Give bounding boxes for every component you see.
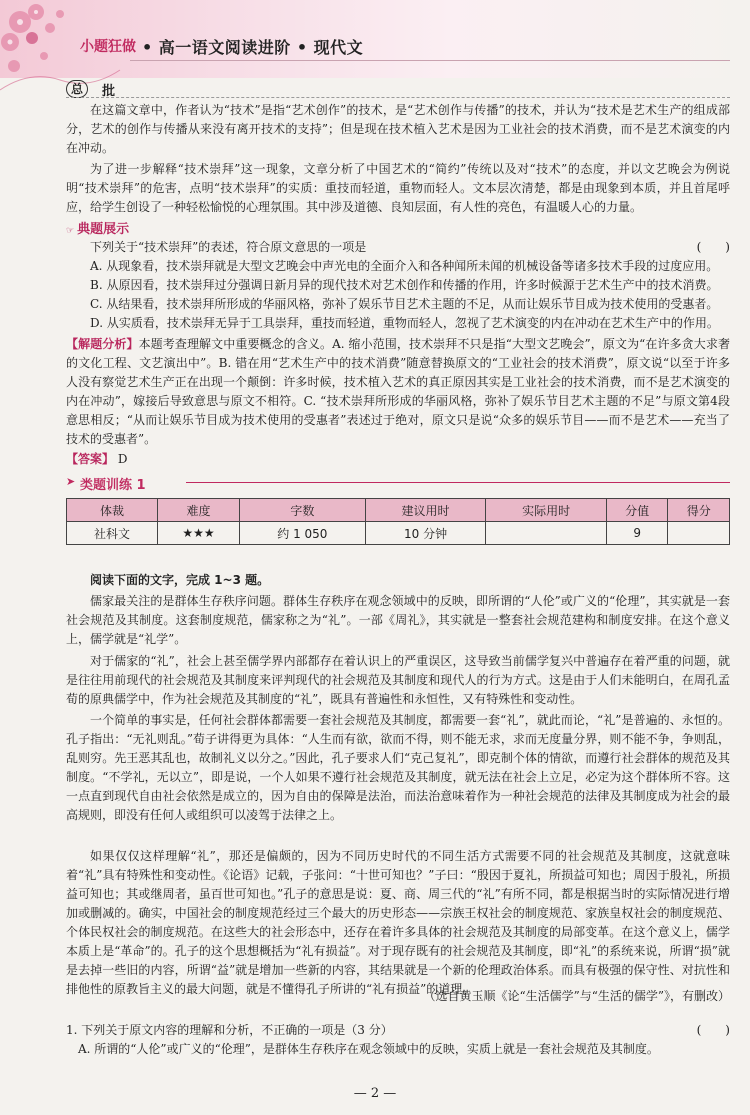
info-table-header-row <box>67 499 730 522</box>
answer-value: D <box>117 452 128 466</box>
dianti-answer <box>66 450 730 469</box>
arrow-icon: ➤ <box>66 475 76 488</box>
td-score: 9 <box>606 522 668 545</box>
td-genre: 社科文 <box>67 522 158 545</box>
book-title: • 高一语文阅读进阶 • 现代文 <box>142 38 364 57</box>
zongpi-label: 批 <box>102 84 116 99</box>
section-marker-icon: ☞ <box>66 226 75 236</box>
dianti-option-d: D. 从实质看，技术崇拜无异于工具崇拜，重技而轻道，重物而轻人，忽视了艺术演变的内在冲动在艺术生产中的作用。 <box>90 316 719 330</box>
th-suggested-time: 建议用时 <box>365 499 486 522</box>
th-actual-time: 实际用时 <box>486 499 607 522</box>
td-got-score[interactable] <box>668 522 730 545</box>
reading-paragraph-3: 一个简单的事实是，任何社会群体都需要一套社会规范及其制度，都需要一套“礼”，就此而论，“礼”是普遍的、永恒的。孔子指出：“无礼则乱。”荀子讲得更为具体：“人生而有欲，欲而不得，则不能无求，求而无度量分界，则不能不争，争则乱，乱则穷。先王恶其乱也，故制礼义以分之。”因此，孔子要求人们“克己复礼”，即克制个体的情欲，而遵行社会群体的规范及其制度。“不学礼，无以立”，即是说，一个人如果不遵行社会规范及其制度，就无法在社会上立足，必定为这个群体所不容。这一点直到现代自由社会依然是成立的，因为自由的保障是法治，而法治意味着作为一种社会规范的法律及其制度成为社会的最高规则，即没有任何人或组织可以凌驾于法律之上。 <box>66 713 730 822</box>
reading-source: （选自黄玉顺《论“生活儒学”与“生活的儒学”》，有删改） <box>423 989 730 1003</box>
section-dianti-label: 典题展示 <box>77 222 130 237</box>
section-leiti-title: 类题训练 1 <box>80 478 146 493</box>
dianti-option-c: C. 从结果看，技术崇拜所形成的华丽风格，弥补了娱乐节目艺术主题的不足，从而让娱乐节目成为技术使用的受惠者。 <box>90 297 719 311</box>
zongpi-badge: 总 <box>66 80 88 98</box>
th-difficulty: 难度 <box>158 499 240 522</box>
th-genre: 体裁 <box>67 499 158 522</box>
dianti-answer-paren: ( ) <box>696 240 730 254</box>
dianti-question: 下列关于“技术崇拜”的表述，符合原文意思的一项是 <box>90 240 367 254</box>
section-dianti-title <box>66 218 129 237</box>
th-got-score: 得分 <box>668 499 730 522</box>
dianti-option-b: B. 从原因看，技术崇拜过分强调日新月异的现代技术对艺术创作和传播的作用，许多时候源于艺术生产中的技术消费。 <box>90 278 719 292</box>
reading-paragraph-4: 如果仅仅这样理解“礼”，那还是偏颇的，因为不同历史时代的不同生活方式需要不同的社会规范及其制度，这就意味着“礼”具有特殊性和变动性。《论语》记载，子张问：“十世可知也？”子曰：“殷因于夏礼，所损益可知也；周因于殷礼，所损益可知也；其或继周者，虽百世可知也。”孔子的意思是说：夏、商、周三代的“礼”有所不同，都是根据当时的实际情况进行增加或删减的。确实，中国社会的制度规范经过三个最大的历史形态——宗族王权社会的制度规范、家族皇权社会的制度规范、个体民权社会的制度规范。在这些大的社会形态中，还存在着许多具体的社会规范及其制度的局部变革。在这个意义上，儒学本质上是“革命”的。孔子的这个思想概括为“礼有损益”。对于现存既有的社会规范及其制度，即“礼”的系统来说，所谓“损”就是去掉一些旧的内容，所谓“益”就是增加一些新的内容，其结果就是一个新的伦理政治体系。而具有极强的保守性、对抗性和排他性的原教旨主义的最大问题，就是不懂得孔子所讲的“礼有损益”的道理。 <box>66 849 730 996</box>
question-1-option-a: A. 所谓的“人伦”或广义的“伦理”，是群体生存秩序在观念领域中的反映，实质上就是一套社会规范及其制度。 <box>78 1042 659 1056</box>
brand-logo: 小题狂做 <box>80 39 136 55</box>
header-rule <box>130 60 730 61</box>
section-leiti-header <box>66 474 730 493</box>
info-table <box>66 498 730 545</box>
question-1-paren: ( ) <box>696 1023 730 1037</box>
dianti-analysis <box>66 335 730 449</box>
reading-paragraph-1: 儒家最关注的是群体生存秩序问题。群体生存秩序在观念领域中的反映，即所谓的“人伦”或广义的“伦理”，其实就是一套社会规范及其制度。这套制度规范，儒家称之为“礼”。一部《周礼》，其实就是一整套社会规范建构和制度安排。在这个意义上，儒学就是“礼学”。 <box>66 594 730 646</box>
page-number: — 2 — <box>353 1086 397 1101</box>
reading-paragraph-2: 对于儒家的“礼”，社会上甚至儒学界内部都存在着认识上的严重误区，这导致当前儒学复兴中普遍存在着严重的问题，就是往往用前现代的社会规范及其制度来评判现代的社会规范及其制度和现代人的行为方式。这是由于人们未能明白，在周孔孟荀的原典儒学中，作为社会规范及其制度的“礼”，既具有普遍性和永恒性，又有特殊性和变动性。 <box>66 654 730 706</box>
zongpi-divider <box>66 97 730 98</box>
section-leiti-rule <box>186 482 730 483</box>
zongpi-paragraph-2: 为了进一步解释“技术崇拜”这一现象，文章分析了中国艺术的“简约”传统以及对“技术”的态度，并以文艺晚会为例说明“技术崇拜”的危害，点明“技术崇拜”的实质：重技而轻道，重物而轻人。文本层次清楚，都是由现象到本质，并且首尾呼应，给学生创设了一种轻松愉悦的心理氛围。其中涉及道德、良知层面，有人性的亮色，有温暖人心的力量。 <box>66 162 730 214</box>
th-score: 分值 <box>606 499 668 522</box>
info-table-row <box>67 522 730 545</box>
answer-tag: 【答案】 <box>66 452 115 466</box>
analysis-text: 本题考查理解文中重要概念的含义。A. 缩小范围，技术崇拜不只是指“大型文艺晚会”，原文为“在许多贪大求奢的文化工程、文艺演出中”。B. 错在用“艺术生产中的技术消费”随意替换原文的“工业社会的技术消费”，原文说“以至于许多人没有察觉艺术生产正在出现一个颠倒：许多时候，技术植入艺术的真正原因其实是工业社会的技术消费，而不是艺术演变的内在冲动”，嫁接后导致意思与原文不相符。C. “技术崇拜所形成的华丽风格，弥补了娱乐节目艺术主题的不足”与原文第4段意思相反；“从而让娱乐节目成为技术使用的受惠者”表述过于绝对，原文只是说“众多的娱乐节目——而不是艺术——充当了技术的受惠者”。 <box>66 337 730 446</box>
th-wordcount: 字数 <box>239 499 365 522</box>
zongpi-paragraph-1: 在这篇文章中，作者认为“技术”是指“艺术创作”的技术，是“艺术创作与传播”的技术，并认为“技术是艺术生产的组成部分，艺术的创作与传播从来没有离开技术的支持”；但是现在技术植入艺术是因为工业社会的技术消费，而不是艺术演变的内在冲动。 <box>66 103 730 155</box>
td-actual-time[interactable] <box>486 522 607 545</box>
question-1-stem: 1. 下列关于原文内容的理解和分析，不正确的一项是（3 分） <box>66 1023 393 1037</box>
td-wordcount: 约 1 050 <box>239 522 365 545</box>
td-difficulty: ★★★ <box>158 522 240 545</box>
reading-instruction: 阅读下面的文字，完成 1~3 题。 <box>90 573 270 587</box>
dianti-option-a: A. 从现象看，技术崇拜就是大型文艺晚会中声光电的全面介入和各种闻所未闻的机械设备等诸多技术手段的过度应用。 <box>90 259 719 273</box>
td-suggested-time: 10 分钟 <box>365 522 486 545</box>
analysis-tag: 【解题分析】 <box>66 337 139 351</box>
